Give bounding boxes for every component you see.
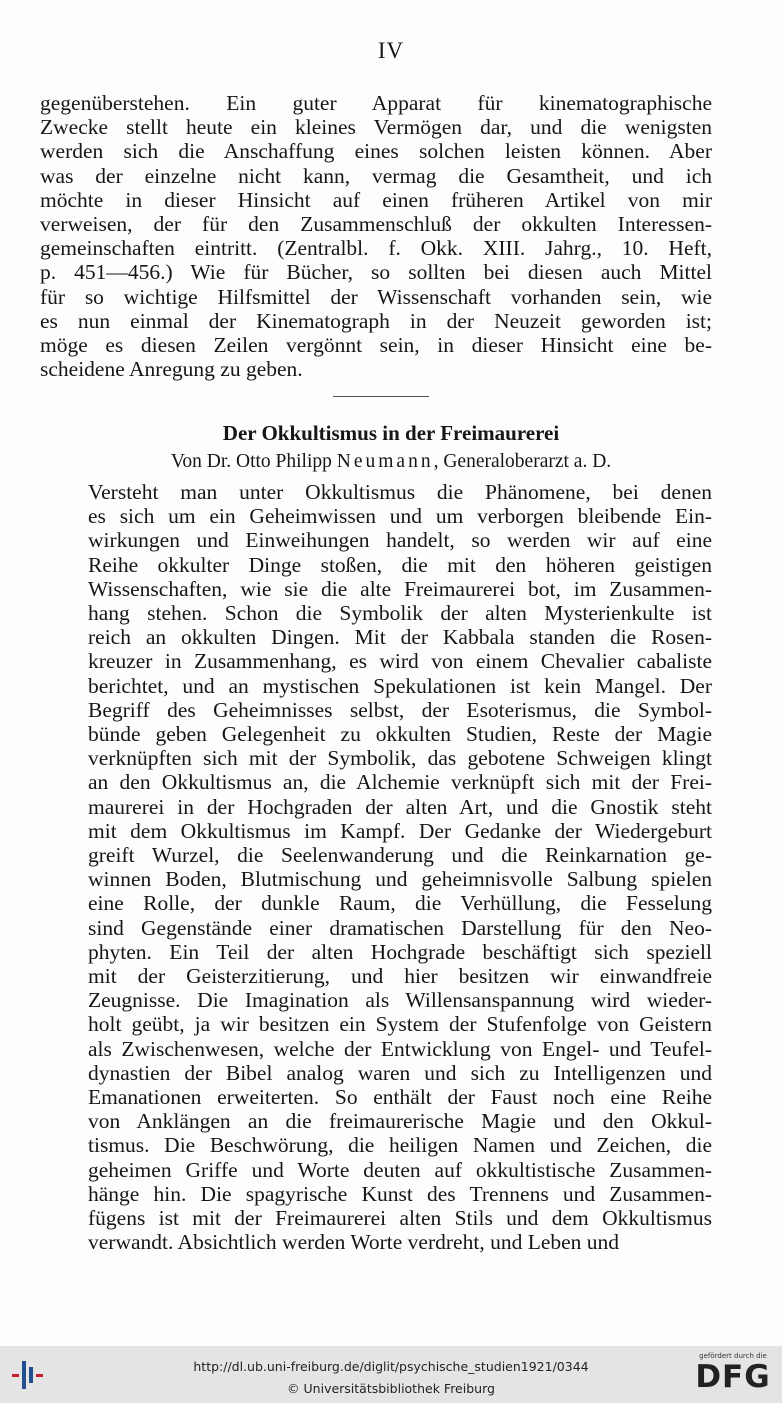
text-line: hänge hin. Die spagyrische Kunst des Trennens und Zusammen- <box>88 1181 712 1206</box>
text-line: fügens ist mit der Freimaurerei alten Stils und dem Okkultismus <box>88 1206 712 1231</box>
article-title: Der Okkultismus in der Freimaurerei <box>222 421 560 445</box>
text-line: Emanationen erweiterten. So enthält der Faust noch eine Reihe <box>88 1085 712 1110</box>
text-line: wirkungen und Einweihungen handelt, so werden wir auf eine <box>88 528 712 553</box>
text-line: maurerei in der Hochgraden der alten Art, und die Gnostik steht <box>88 794 712 819</box>
text-line: Wissenschaften, wie sie die alte Freimaurerei bot, im Zusammen- <box>88 576 712 601</box>
text-line: greift Wurzel, die Seelenwanderung und die Reinkarnation ge- <box>88 843 712 868</box>
text-line: bünde geben Gelegenheit zu okkulten Studien, Reste der Magie <box>88 722 712 747</box>
text-line: geheimen Griffe und Worte deuten auf okkultistische Zusammen- <box>88 1157 712 1182</box>
text-line: sind Gegenstände einer dramatischen Darstellung für den Neo- <box>88 915 712 940</box>
dfg-mark: DFG <box>695 1359 771 1395</box>
text-line: holt geübt, ja wir besitzen ein System der Stufenfolge von Geistern <box>88 1012 712 1037</box>
text-line: werden sich die Anschaffung eines solchen leisten können. Aber <box>40 139 712 164</box>
text-line: scheidene Anregung zu geben. <box>40 357 303 382</box>
page-number: IV <box>377 38 405 63</box>
byline-prefix: Von Dr. Otto Philipp <box>170 451 332 472</box>
source-url[interactable]: http://dl.ub.uni-freiburg.de/diglit/psychische_studien1921/0344 <box>193 1359 589 1374</box>
text-line: gegenüberstehen. Ein guter Apparat für kinematographische <box>40 91 712 115</box>
paragraph-continuation <box>40 91 712 381</box>
text-line: als Zwischenwesen, welche der Entwicklung von Engel- und Teufel- <box>88 1036 712 1061</box>
dfg-funding-logo <box>688 1352 778 1402</box>
library-footer <box>0 1346 782 1403</box>
text-line: Zeugnisse. Die Imagination als Willensanspannung wird wieder- <box>88 988 712 1013</box>
text-line: Versteht man unter Okkultismus die Phänomene, bei denen <box>88 480 712 504</box>
text-line: Begriff des Geheimnisses selbst, der Esoterismus, die Symbol- <box>88 697 712 722</box>
article-byline <box>0 451 782 473</box>
dfg-caption: gefördert durch die <box>699 1352 767 1360</box>
article-body-paragraph <box>40 480 712 1255</box>
text-line: reich an okkulten Dingen. Mit der Kabbala standen die Rosen- <box>88 625 712 650</box>
text-line: berichtet, und an mystischen Spekulationen ist kein Mangel. Der <box>88 673 712 698</box>
text-line: es sich um ein Geheimwissen und um verborgen bleibende Ein- <box>88 504 712 529</box>
text-line: für so wichtige Hilfsmittel der Wissenschaft vorhanden sein, wie <box>40 284 712 309</box>
text-line: möchte in dieser Hinsicht auf einen früheren Artikel von mir <box>40 187 712 212</box>
text-line: verweisen, der für den Zusammenschluß der okkulten Interessen- <box>40 212 712 237</box>
text-line: winnen Boden, Blutmischung und geheimnisvolle Salbung spielen <box>88 867 712 892</box>
byline-suffix: , Generaloberarzt a. D. <box>433 451 612 472</box>
text-line: mit dem Okkultismus im Kampf. Der Gedanke der Wiedergeburt <box>88 818 712 843</box>
text-line: eine Rolle, der dunkle Raum, die Verhüllung, die Fesselung <box>88 891 712 916</box>
section-separator <box>333 396 429 397</box>
copyright-notice: © Universitätsbibliothek Freiburg <box>287 1381 495 1396</box>
text-line: phyten. Ein Teil der alten Hochgrade beschäftigt sich speziell <box>88 939 712 964</box>
text-line: verwandt. Absichtlich werden Worte verdreht, und Leben und <box>88 1230 620 1255</box>
author-name: Neumann <box>336 451 434 472</box>
text-line: hang stehen. Schon die Symbolik der alten Mysterienkulte ist <box>88 601 712 626</box>
text-line: verknüpften sich mit der Symbolik, das gebotene Schweigen klingt <box>88 746 712 771</box>
text-line: von Anklängen an die freimaurerische Magie und den Okkul- <box>88 1109 712 1134</box>
text-line: mit der Geisterzitierung, und hier besitzen wir einwandfreie <box>88 964 712 989</box>
text-line: Zwecke stellt heute ein kleines Vermögen dar, und die wenigsten <box>40 115 712 140</box>
text-line: dynastien der Bibel analog waren und sich zu Intelligenzen und <box>88 1060 712 1085</box>
text-line: kreuzer in Zusammenhang, es wird von einem Chevalier cabaliste <box>88 649 712 674</box>
text-line: p. 451—456.) Wie für Bücher, so sollten bei diesen auch Mittel <box>40 260 712 285</box>
text-line: Reihe okkulter Dinge stoßen, die mit den höheren geistigen <box>88 552 712 577</box>
text-line: tismus. Die Beschwörung, die heiligen Namen und Zeichen, die <box>88 1133 712 1158</box>
text-line: möge es diesen Zeilen vergönnt sein, in dieser Hinsicht eine be- <box>40 333 712 358</box>
text-line: was der einzelne nicht kann, vermag die Gesamtheit, und ich <box>40 163 712 188</box>
text-line: an den Okkultismus an, die Alchemie verknüpft sich mit der Frei- <box>88 770 712 795</box>
text-line: es nun einmal der Kinematograph in der Neuzeit geworden ist; <box>40 308 712 333</box>
text-line: gemeinschaften eintritt. (Zentralbl. f. Okk. XIII. Jahrg., 10. Heft, <box>40 236 712 261</box>
